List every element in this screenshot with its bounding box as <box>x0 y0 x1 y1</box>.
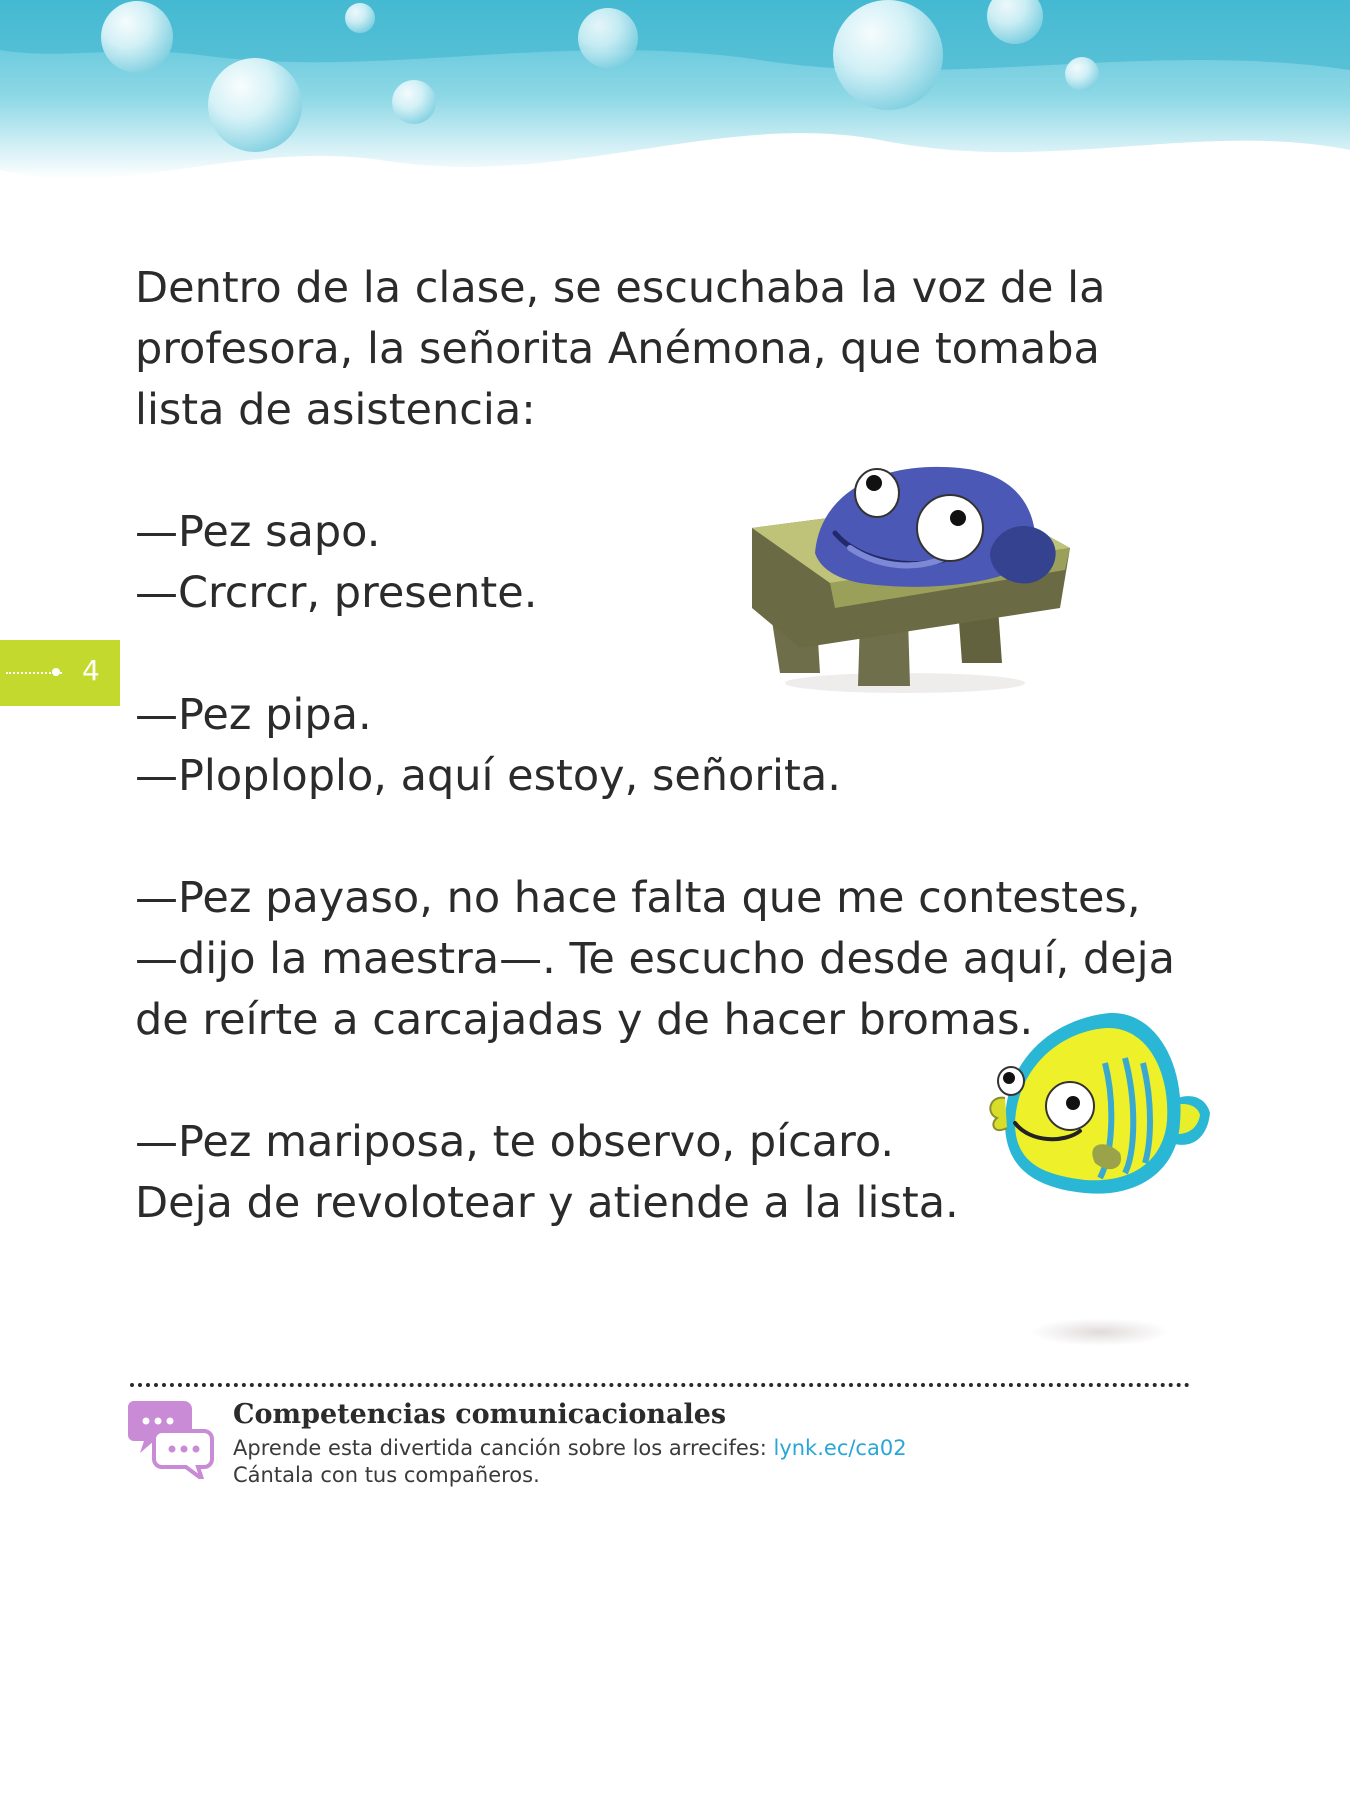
story-line: —Pez mariposa, te observo, pícaro. <box>135 1117 895 1167</box>
page-number-tab <box>0 640 120 706</box>
song-link[interactable]: lynk.ec/ca02 <box>773 1436 907 1460</box>
story-line: —Crcrcr, presente. <box>135 568 538 618</box>
section-title: Competencias comunicacionales <box>233 1399 727 1430</box>
fish-shadow <box>1030 1318 1170 1346</box>
story-line: profesora, la señorita Anémona, que tomaba <box>135 324 1100 374</box>
tab-dot <box>52 668 60 676</box>
water-header <box>0 0 1350 230</box>
story-line: Dentro de la clase, se escuchaba la voz de la <box>135 263 1106 313</box>
instruction-line <box>233 1436 907 1460</box>
story-line: —Pez payaso, no hace falta que me contestes, <box>135 873 1141 923</box>
instruction-text: Aprende esta divertida canción sobre los arrecifes: <box>233 1436 774 1460</box>
instruction-line-2: Cántala con tus compañeros. <box>233 1463 540 1487</box>
story-line: lista de asistencia: <box>135 385 536 435</box>
page-number: 4 <box>82 654 100 687</box>
story-line: —dijo la maestra—. Te escucho desde aquí, deja <box>135 934 1175 984</box>
butterfly-fish-illustration <box>985 1003 1215 1227</box>
toad-fish-illustration <box>740 458 1080 702</box>
section-divider <box>130 1383 1190 1387</box>
story-line: —Ploploplo, aquí estoy, señorita. <box>135 751 841 801</box>
story-line: Deja de revolotear y atiende a la lista. <box>135 1178 959 1228</box>
chat-bubbles-icon <box>128 1393 214 1483</box>
story-line: —Pez sapo. <box>135 507 381 557</box>
story-line: de reírte a carcajadas y de hacer bromas. <box>135 995 1034 1045</box>
story-line: —Pez pipa. <box>135 690 372 740</box>
